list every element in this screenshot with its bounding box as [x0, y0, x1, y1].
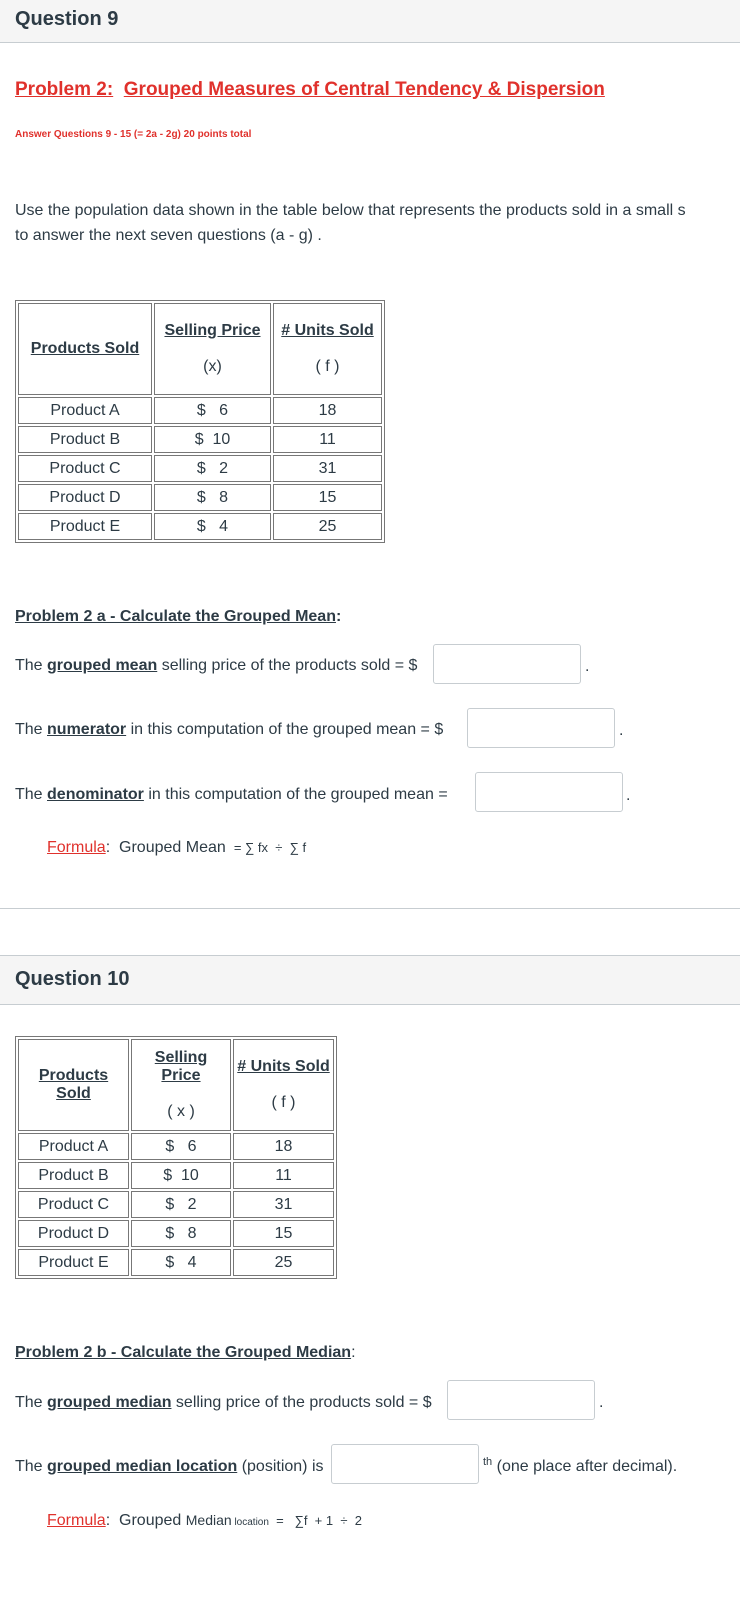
table-row: [18, 455, 382, 482]
problem-title: [15, 79, 605, 101]
cell-units: 15: [273, 484, 382, 511]
denominator-input[interactable]: [475, 772, 623, 812]
table-row: [18, 1249, 334, 1276]
grouped-median-input[interactable]: [447, 1380, 595, 1420]
cell-product: Product E: [18, 513, 152, 540]
cell-price: $ 10: [154, 426, 271, 453]
cell-units: 11: [273, 426, 382, 453]
cell-product: Product B: [18, 426, 152, 453]
cell-product: Product A: [18, 397, 152, 424]
median-location-line: [15, 1458, 324, 1476]
cell-product: Product C: [18, 455, 152, 482]
table-header-row: [18, 303, 382, 395]
median-location-suffix: [483, 1458, 677, 1476]
answer-note: Answer Questions 9 - 15 (= 2a - 2g) 20 points total: [15, 129, 252, 140]
header-selling-price: Selling Price (x): [154, 303, 271, 395]
formula-grouped-median: [47, 1512, 362, 1530]
table-row: [18, 1133, 334, 1160]
line-post: in this computation of the grouped mean =: [143, 786, 448, 803]
table-row: [18, 1220, 334, 1247]
formula-colon: :: [105, 839, 111, 856]
superscript-th: th: [483, 1456, 493, 1468]
cell-units: 25: [273, 513, 382, 540]
question-10-title: Question 10: [15, 968, 130, 990]
cell-product: Product D: [18, 1220, 129, 1247]
cell-price: $ 4: [154, 513, 271, 540]
cell-units: 31: [233, 1191, 334, 1218]
cell-price: $ 8: [131, 1220, 231, 1247]
line-pre: The: [15, 1394, 48, 1411]
cell-units: 15: [233, 1220, 334, 1247]
period: .: [626, 787, 631, 804]
formula-median: Median: [185, 1512, 232, 1528]
table-header-row: [18, 1039, 334, 1131]
line-pre: The: [15, 786, 48, 803]
table-row: [18, 1162, 334, 1189]
cell-product: Product E: [18, 1249, 129, 1276]
grouped-median-line: [15, 1394, 432, 1412]
line-pre: The: [15, 721, 48, 738]
subtitle-grouped-median: [15, 1344, 356, 1362]
products-table-q9: [15, 300, 385, 543]
table-row: [18, 426, 382, 453]
problem-title-text: Grouped Measures of Central Tendency & Dispersion: [123, 79, 605, 100]
table-row: [18, 1191, 334, 1218]
subtitle-grouped-mean: [15, 608, 341, 626]
denominator-line: [15, 786, 448, 804]
grouped-mean-input[interactable]: [433, 644, 581, 684]
numerator-input[interactable]: [467, 708, 615, 748]
cell-units: 18: [273, 397, 382, 424]
cell-product: Product A: [18, 1133, 129, 1160]
cell-price: $ 8: [154, 484, 271, 511]
cell-price: $ 2: [154, 455, 271, 482]
header-units-sold: # Units Sold ( f ): [273, 303, 382, 395]
header-products-sold: Products Sold: [18, 1039, 129, 1131]
subtitle-text: Problem 2 b - Calculate the Grouped Median: [15, 1344, 352, 1361]
cell-product: Product B: [18, 1162, 129, 1189]
formula-label: Formula: [47, 1512, 106, 1529]
cell-units: 18: [233, 1133, 334, 1160]
suffix-text: (one place after decimal).: [492, 1458, 678, 1475]
cell-price: $ 2: [131, 1191, 231, 1218]
cell-units: 11: [233, 1162, 334, 1189]
line-post: in this computation of the grouped mean = $: [126, 721, 444, 738]
problem-label: Problem 2:: [15, 79, 114, 100]
question-10-header: [0, 955, 740, 1005]
intro-line-2: to answer the next seven questions (a - g) .: [15, 227, 322, 244]
period: .: [585, 658, 590, 675]
bold-term: numerator: [47, 721, 127, 738]
median-location-input[interactable]: [331, 1444, 479, 1484]
cell-price: $ 6: [131, 1133, 231, 1160]
question-9-title: Question 9: [15, 8, 119, 30]
cell-price: $ 10: [131, 1162, 231, 1189]
formula-location: location: [231, 1517, 269, 1528]
cell-product: Product D: [18, 484, 152, 511]
formula-expression: = ∑f + 1 ÷ 2: [268, 1513, 362, 1528]
numerator-line: [15, 721, 443, 739]
question-9-header: [0, 0, 740, 43]
cell-price: $ 4: [131, 1249, 231, 1276]
header-selling-price: Selling Price ( x ): [131, 1039, 231, 1131]
formula-text: Grouped Mean: [119, 839, 226, 856]
formula-text: Grouped: [119, 1512, 186, 1529]
cell-units: 31: [273, 455, 382, 482]
line-post: selling price of the products sold = $: [157, 657, 418, 674]
table-row: [18, 513, 382, 540]
period: .: [619, 722, 624, 739]
bold-term: grouped median: [47, 1394, 172, 1411]
subtitle-text: Problem 2 a - Calculate the Grouped Mean: [15, 608, 336, 625]
line-pre: The: [15, 1458, 48, 1475]
bold-term: grouped median location: [47, 1458, 238, 1475]
cell-product: Product C: [18, 1191, 129, 1218]
bold-term: denominator: [47, 786, 144, 803]
section-divider: [0, 908, 740, 909]
line-post: selling price of the products sold = $: [171, 1394, 432, 1411]
cell-price: $ 6: [154, 397, 271, 424]
line-post: (position) is: [237, 1458, 324, 1475]
cell-units: 25: [233, 1249, 334, 1276]
formula-expression: = ∑ fx ÷ ∑ f: [230, 840, 307, 855]
line-pre: The: [15, 657, 48, 674]
grouped-mean-line: [15, 657, 417, 675]
period: .: [599, 1394, 604, 1411]
formula-colon: :: [105, 1512, 111, 1529]
header-units-sold: # Units Sold ( f ): [233, 1039, 334, 1131]
formula-label: Formula: [47, 839, 106, 856]
table-row: [18, 484, 382, 511]
bold-term: grouped mean: [47, 657, 158, 674]
intro-line-1: Use the population data shown in the table below that represents the products sold in a small s: [15, 202, 686, 219]
header-products-sold: Products Sold: [18, 303, 152, 395]
table-row: [18, 397, 382, 424]
subtitle-colon: :: [335, 608, 342, 625]
products-table-q10: [15, 1036, 337, 1279]
subtitle-colon: :: [351, 1344, 356, 1361]
formula-grouped-mean: [47, 839, 306, 857]
